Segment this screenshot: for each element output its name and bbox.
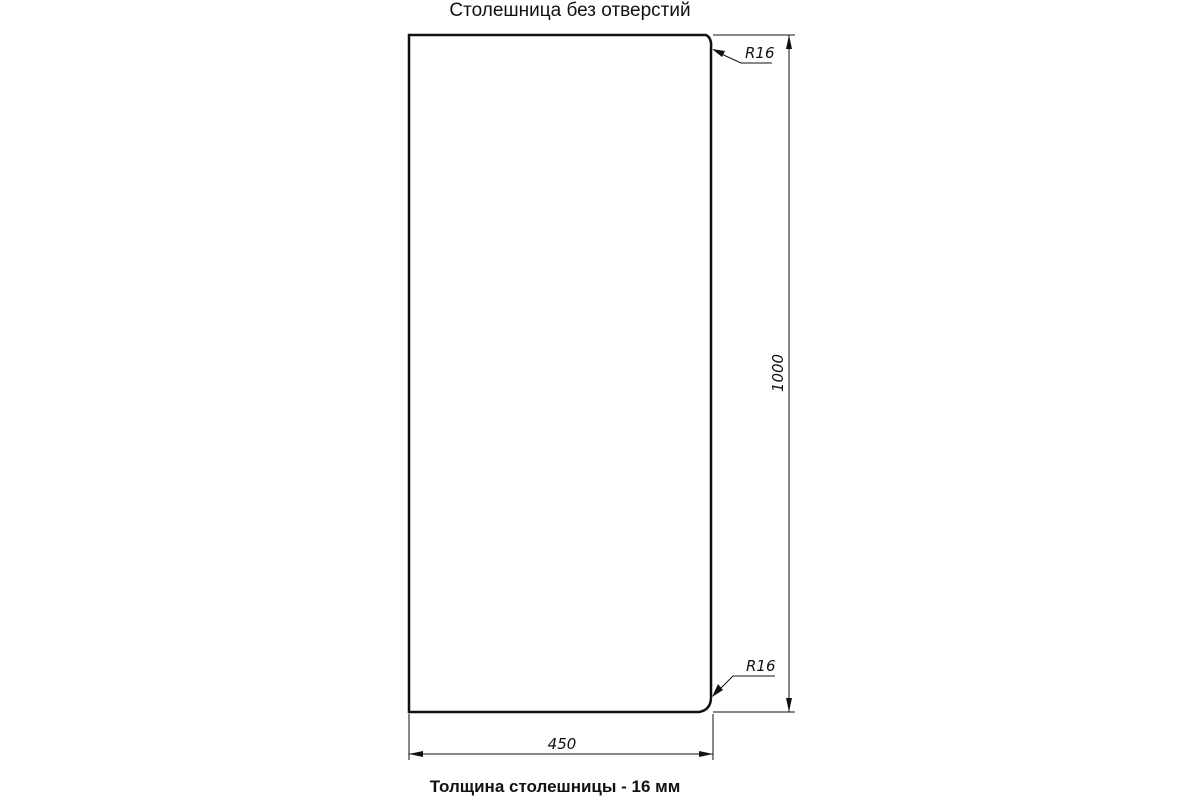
radius-bottom-arrow [712, 684, 723, 697]
drawing-title: Столешница без отверстий [449, 0, 691, 21]
radius-top-label: R16 [745, 44, 775, 62]
radius-bottom-label: R16 [746, 657, 776, 675]
width-dimension-label: 450 [547, 735, 577, 753]
radius-top-arrow [712, 49, 725, 57]
radius-bottom-leader [717, 676, 775, 692]
width-arrow-right [699, 751, 713, 757]
thickness-note: Толщина столешницы - 16 мм [429, 777, 681, 796]
width-arrow-left [409, 751, 423, 757]
height-dimension-label: 1000 [769, 353, 787, 393]
countertop-outline [409, 35, 711, 712]
height-arrow-top [786, 35, 792, 49]
height-arrow-bottom [786, 698, 792, 712]
